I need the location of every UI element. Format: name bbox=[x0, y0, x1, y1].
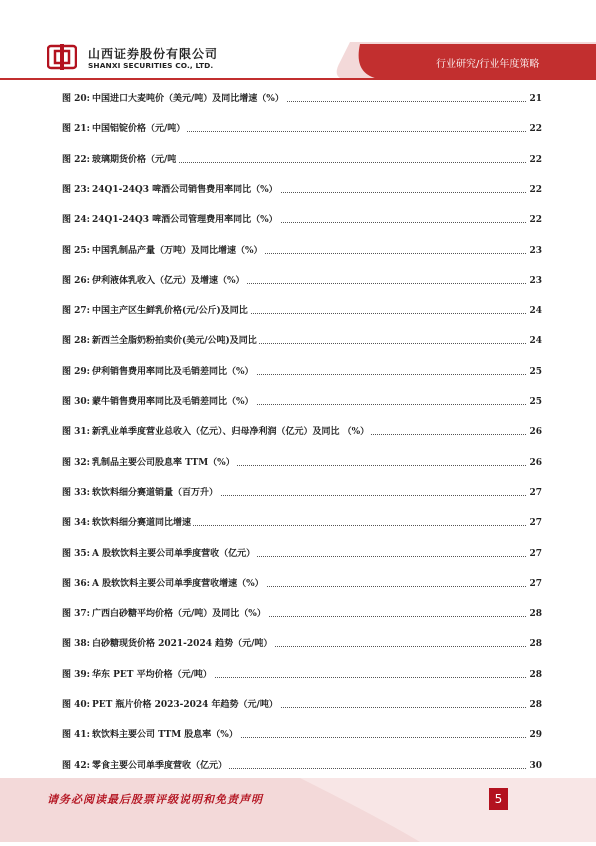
report-category: 行业研究/行业年度策略 bbox=[436, 59, 540, 70]
figure-page: 24 bbox=[529, 306, 542, 317]
toc-entry[interactable] bbox=[62, 728, 542, 742]
figure-title: 新乳业单季度营业总收入（亿元）、归母净利润（亿元）及同比 （%） bbox=[92, 427, 370, 438]
figure-title: 软饮料主要公司 TTM 股息率（%） bbox=[92, 730, 238, 741]
figure-number: 图 38: bbox=[62, 639, 90, 650]
toc-entry[interactable] bbox=[62, 577, 542, 591]
toc-entry[interactable] bbox=[62, 637, 542, 651]
toc-entry[interactable] bbox=[62, 759, 542, 773]
figure-number: 图 24: bbox=[62, 215, 90, 226]
figure-title: 中国铝锭价格（元/吨） bbox=[92, 124, 186, 135]
figure-number: 图 37: bbox=[62, 609, 90, 620]
figure-number: 图 40: bbox=[62, 700, 90, 710]
figure-page: 28 bbox=[529, 700, 542, 710]
toc-entry[interactable] bbox=[62, 213, 542, 227]
figure-title: 乳制品主要公司股息率 TTM（%） bbox=[92, 457, 235, 468]
figure-number: 图 35: bbox=[62, 548, 90, 559]
toc-entry[interactable] bbox=[62, 547, 542, 561]
toc-entry[interactable] bbox=[62, 274, 542, 288]
figure-page: 22 bbox=[529, 154, 542, 165]
disclaimer-text: 请务必阅读最后股票评级说明和免责声明 bbox=[47, 793, 263, 806]
figure-page: 27 bbox=[529, 487, 542, 498]
figure-page: 22 bbox=[529, 184, 542, 195]
figure-page: 27 bbox=[529, 578, 542, 589]
toc-entry[interactable] bbox=[62, 122, 542, 136]
figure-title: 华东 PET 平均价格（元/吨） bbox=[92, 669, 212, 680]
page-number: 5 bbox=[489, 788, 508, 810]
figure-title: 24Q1-24Q3 啤酒公司销售费用率同比（%） bbox=[92, 184, 278, 195]
brand-name-cn: 山西证券股份有限公司 bbox=[88, 47, 219, 61]
figure-number: 图 30: bbox=[62, 397, 90, 407]
figure-number: 图 32: bbox=[62, 457, 90, 468]
figure-title: 伊利液体乳收入（亿元）及增速（%） bbox=[92, 275, 245, 286]
figure-page: 27 bbox=[529, 518, 542, 529]
figure-title: 软饮料细分赛道销量（百万升） bbox=[92, 487, 219, 498]
figure-number: 图 26: bbox=[62, 275, 90, 286]
figure-title: 零食主要公司单季度营收（亿元） bbox=[92, 760, 228, 771]
figure-title: 玻璃期货价格（元/吨 bbox=[92, 154, 177, 165]
figure-number: 图 36: bbox=[62, 578, 90, 589]
figure-title: 中国乳制品产量（万吨）及同比增速（%） bbox=[92, 245, 263, 256]
figure-title: 伊利销售费用率同比及毛销差同比（%） bbox=[92, 366, 254, 377]
figure-number: 图 41: bbox=[62, 730, 90, 741]
toc-entry[interactable] bbox=[62, 334, 542, 348]
figure-page: 28 bbox=[529, 639, 542, 650]
toc-entry[interactable] bbox=[62, 304, 542, 318]
figure-page: 26 bbox=[529, 427, 542, 438]
figure-page: 27 bbox=[529, 548, 542, 559]
toc-entry[interactable] bbox=[62, 153, 542, 167]
figure-number: 图 39: bbox=[62, 669, 90, 680]
figure-title: A 股软饮料主要公司单季度营收（亿元） bbox=[92, 548, 256, 559]
figure-title: 软饮料细分赛道同比增速 bbox=[92, 518, 192, 529]
toc-entry[interactable] bbox=[62, 698, 542, 712]
figure-title: 新西兰全脂奶粉拍卖价(美元/公吨)及同比 bbox=[92, 336, 257, 347]
figure-title: PET 瓶片价格 2023-2024 年趋势（元/吨） bbox=[92, 700, 278, 710]
figure-page: 26 bbox=[529, 457, 542, 468]
toc-entry[interactable] bbox=[62, 486, 542, 500]
figure-page: 28 bbox=[529, 609, 542, 620]
figure-page: 28 bbox=[529, 669, 542, 680]
figure-number: 图 33: bbox=[62, 487, 90, 498]
figure-page: 29 bbox=[529, 730, 542, 741]
figure-title: 广西白砂糖平均价格（元/吨）及同比（%） bbox=[92, 609, 266, 620]
toc-entry[interactable] bbox=[62, 244, 542, 258]
figure-number: 图 27: bbox=[62, 306, 90, 317]
figure-title: 白砂糖现货价格 2021-2024 趋势（元/吨） bbox=[92, 639, 273, 650]
figure-title: A 股软饮料主要公司单季度营收增速（%） bbox=[92, 578, 264, 589]
figure-number: 图 28: bbox=[62, 336, 90, 347]
toc-entry[interactable] bbox=[62, 365, 542, 379]
figure-page: 23 bbox=[529, 245, 542, 256]
company-logo-icon bbox=[47, 44, 77, 70]
figure-title: 中国进口大麦吨价（美元/吨）及同比增速（%） bbox=[92, 94, 284, 104]
toc-entry[interactable] bbox=[62, 456, 542, 470]
figure-number: 图 29: bbox=[62, 366, 90, 377]
toc-entry[interactable] bbox=[62, 516, 542, 530]
figure-page: 30 bbox=[529, 760, 542, 771]
page-header bbox=[0, 0, 596, 80]
figure-number: 图 34: bbox=[62, 518, 90, 529]
figure-page: 21 bbox=[529, 94, 542, 104]
toc-entry[interactable] bbox=[62, 395, 542, 409]
figure-number: 图 23: bbox=[62, 184, 90, 195]
toc-entry[interactable] bbox=[62, 92, 542, 106]
figure-title: 蒙牛销售费用率同比及毛销差同比（%） bbox=[92, 397, 254, 407]
figure-page: 25 bbox=[529, 397, 542, 407]
toc-entry[interactable] bbox=[62, 425, 542, 439]
brand-name-en: SHANXI SECURITIES CO., LTD. bbox=[88, 61, 214, 70]
toc-entry[interactable] bbox=[62, 607, 542, 621]
figure-page: 22 bbox=[529, 124, 542, 135]
figure-number: 图 31: bbox=[62, 427, 90, 438]
figure-title: 24Q1-24Q3 啤酒公司管理费用率同比（%） bbox=[92, 215, 278, 226]
figure-page: 25 bbox=[529, 366, 542, 377]
toc-entry[interactable] bbox=[62, 668, 542, 682]
toc-entry[interactable] bbox=[62, 183, 542, 197]
figure-page: 24 bbox=[529, 336, 542, 347]
figure-page: 23 bbox=[529, 275, 542, 286]
figure-page: 22 bbox=[529, 215, 542, 226]
figure-number: 图 20: bbox=[62, 94, 90, 104]
figure-title: 中国主产区生鲜乳价格(元/公斤)及同比 bbox=[92, 306, 248, 317]
figure-number: 图 42: bbox=[62, 760, 90, 771]
figure-number: 图 21: bbox=[62, 124, 90, 135]
figure-number: 图 22: bbox=[62, 154, 90, 165]
figure-number: 图 25: bbox=[62, 245, 90, 256]
